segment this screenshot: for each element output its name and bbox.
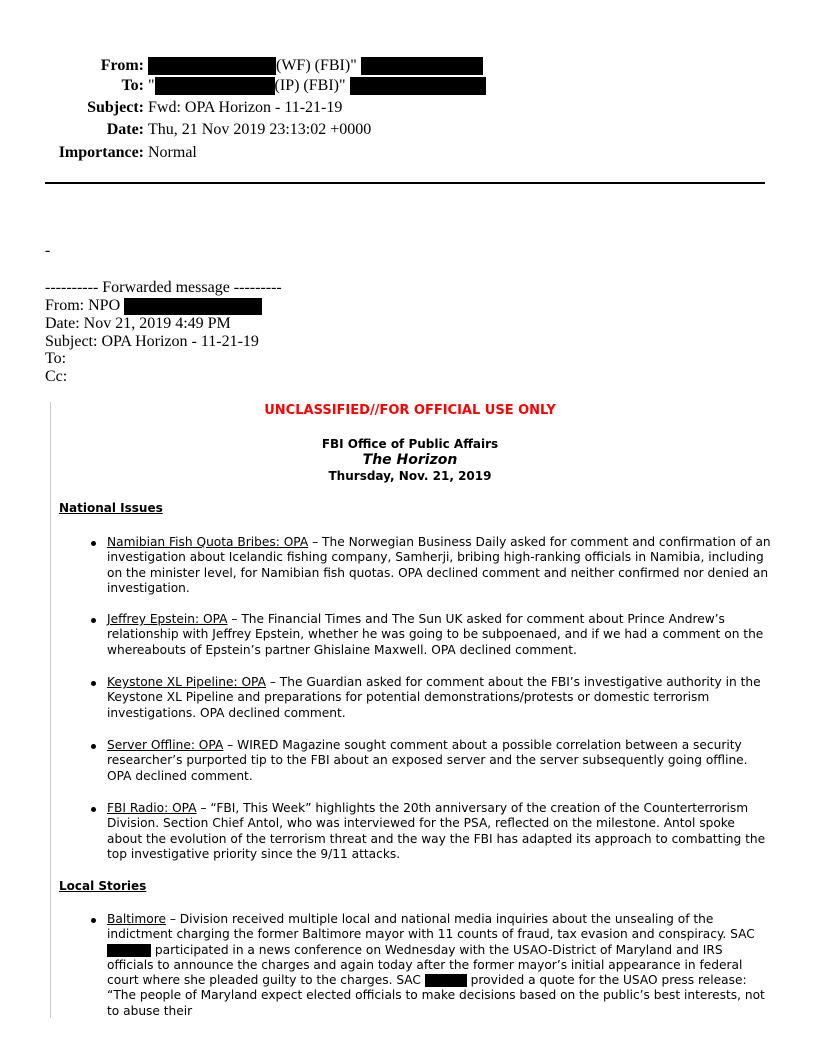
newsletter-date: Thursday, Nov. 21, 2019: [328, 469, 492, 483]
forward-date: Date: Nov 21, 2019 4:49 PM: [45, 315, 231, 332]
list-item: Baltimore – Division received multiple local and national media inquiries about the unsealing of the indictment charging the former Baltimore mayor with 11 counts of fraud, tax evasion and conspiracy. SAC participated in a news conference on Wednesday with the USAO-District of Maryland and IRS officials to announce the charges and again today after the former mayor’s initial appearance in federal court where she pleaded guilty to the charges. SAC provided a quote for the USAO press release: “The people of Maryland expect elected officials to make decisions based on the public’s best interests, not to abuse their: [107, 912, 772, 1019]
redaction-block: [124, 298, 262, 315]
redaction-block: [148, 57, 276, 75]
header-divider: [45, 182, 765, 184]
forward-from: From: NPO: [45, 297, 262, 315]
quote-bar: [50, 402, 51, 1018]
date-label: Date:: [106, 121, 144, 138]
list-item: Server Offline: OPA – WIRED Magazine sought comment about a possible correlation between a security researcher’s purported tip to the FBI about an exposed server and the server subsequently going offline. OPA declined comment.: [107, 738, 772, 784]
importance-label: Importance:: [58, 144, 144, 161]
date-value: Thu, 21 Nov 2019 23:13:02 +0000: [148, 121, 372, 138]
list-item: FBI Radio: OPA – “FBI, This Week” highlights the 20th anniversary of the creation of the Counterterrorism Division. Section Chief Antol, who was interviewed for the PSA, reflected on the milestone. Antol spoke about the evolution of the terrorism threat and the way the FBI has adapted its approach to combatting the top investigative priority since the 9/11 attacks.: [107, 801, 772, 862]
item-link[interactable]: Namibian Fish Quota Bribes: OPA: [107, 535, 309, 549]
forward-subject: Subject: OPA Horizon - 11-21-19: [45, 333, 259, 350]
from-label: From:: [100, 57, 144, 74]
dash-line: -: [45, 242, 51, 259]
local-stories-heading: Local Stories: [59, 879, 147, 893]
redaction-block: [107, 944, 151, 957]
newsletter-title: The Horizon: [362, 452, 458, 468]
forward-to: To:: [45, 350, 67, 367]
from-value: (WF) (FBI)": [276, 57, 357, 74]
national-issues-heading: National Issues: [59, 501, 163, 515]
classification-banner: UNCLASSIFIED//FOR OFFICIAL USE ONLY: [264, 403, 556, 418]
redaction-block: [425, 974, 467, 987]
item-link[interactable]: FBI Radio: OPA: [107, 801, 197, 815]
to-value: (IP) (FBI)": [274, 77, 346, 94]
newsletter-office: FBI Office of Public Affairs: [321, 437, 499, 451]
subject-label: Subject:: [87, 99, 144, 116]
forward-separator: ---------- Forwarded message ---------: [45, 279, 282, 296]
item-link[interactable]: Jeffrey Epstein: OPA: [107, 612, 228, 626]
item-link[interactable]: Baltimore: [107, 912, 166, 926]
to-label: To:: [121, 77, 144, 94]
redaction-block: [350, 77, 486, 95]
importance-value: Normal: [148, 144, 197, 161]
list-item: Jeffrey Epstein: OPA – The Financial Times and The Sun UK asked for comment about Prince Andrew’s relationship with Jeffrey Epstein, whether he was going to be subpoenaed, and if we had a comment on the whereabouts of Epstein’s partner Ghislaine Maxwell. OPA declined comment.: [107, 612, 772, 658]
item-link[interactable]: Server Offline: OPA: [107, 738, 224, 752]
redaction-block: [155, 77, 275, 95]
list-item: Keystone XL Pipeline: OPA – The Guardian asked for comment about the FBI’s investigative authority in the Keystone XL Pipeline and preparations for potential demonstrations/protests or domestic terrorism investigations. OPA declined comment.: [107, 675, 772, 721]
list-item: Namibian Fish Quota Bribes: OPA – The Norwegian Business Daily asked for comment and confirmation of an investigation about Icelandic fishing company, Samherji, bribing high-ranking officials in Namibia, including on the minister level, for Namibian fish quotas. OPA declined comment and neither confirmed nor denied an investigation.: [107, 535, 771, 595]
subject-value: Fwd: OPA Horizon - 11-21-19: [148, 99, 343, 116]
forward-cc: Cc:: [45, 368, 68, 385]
redaction-block: [361, 57, 483, 75]
item-link[interactable]: Keystone XL Pipeline: OPA: [107, 675, 266, 689]
